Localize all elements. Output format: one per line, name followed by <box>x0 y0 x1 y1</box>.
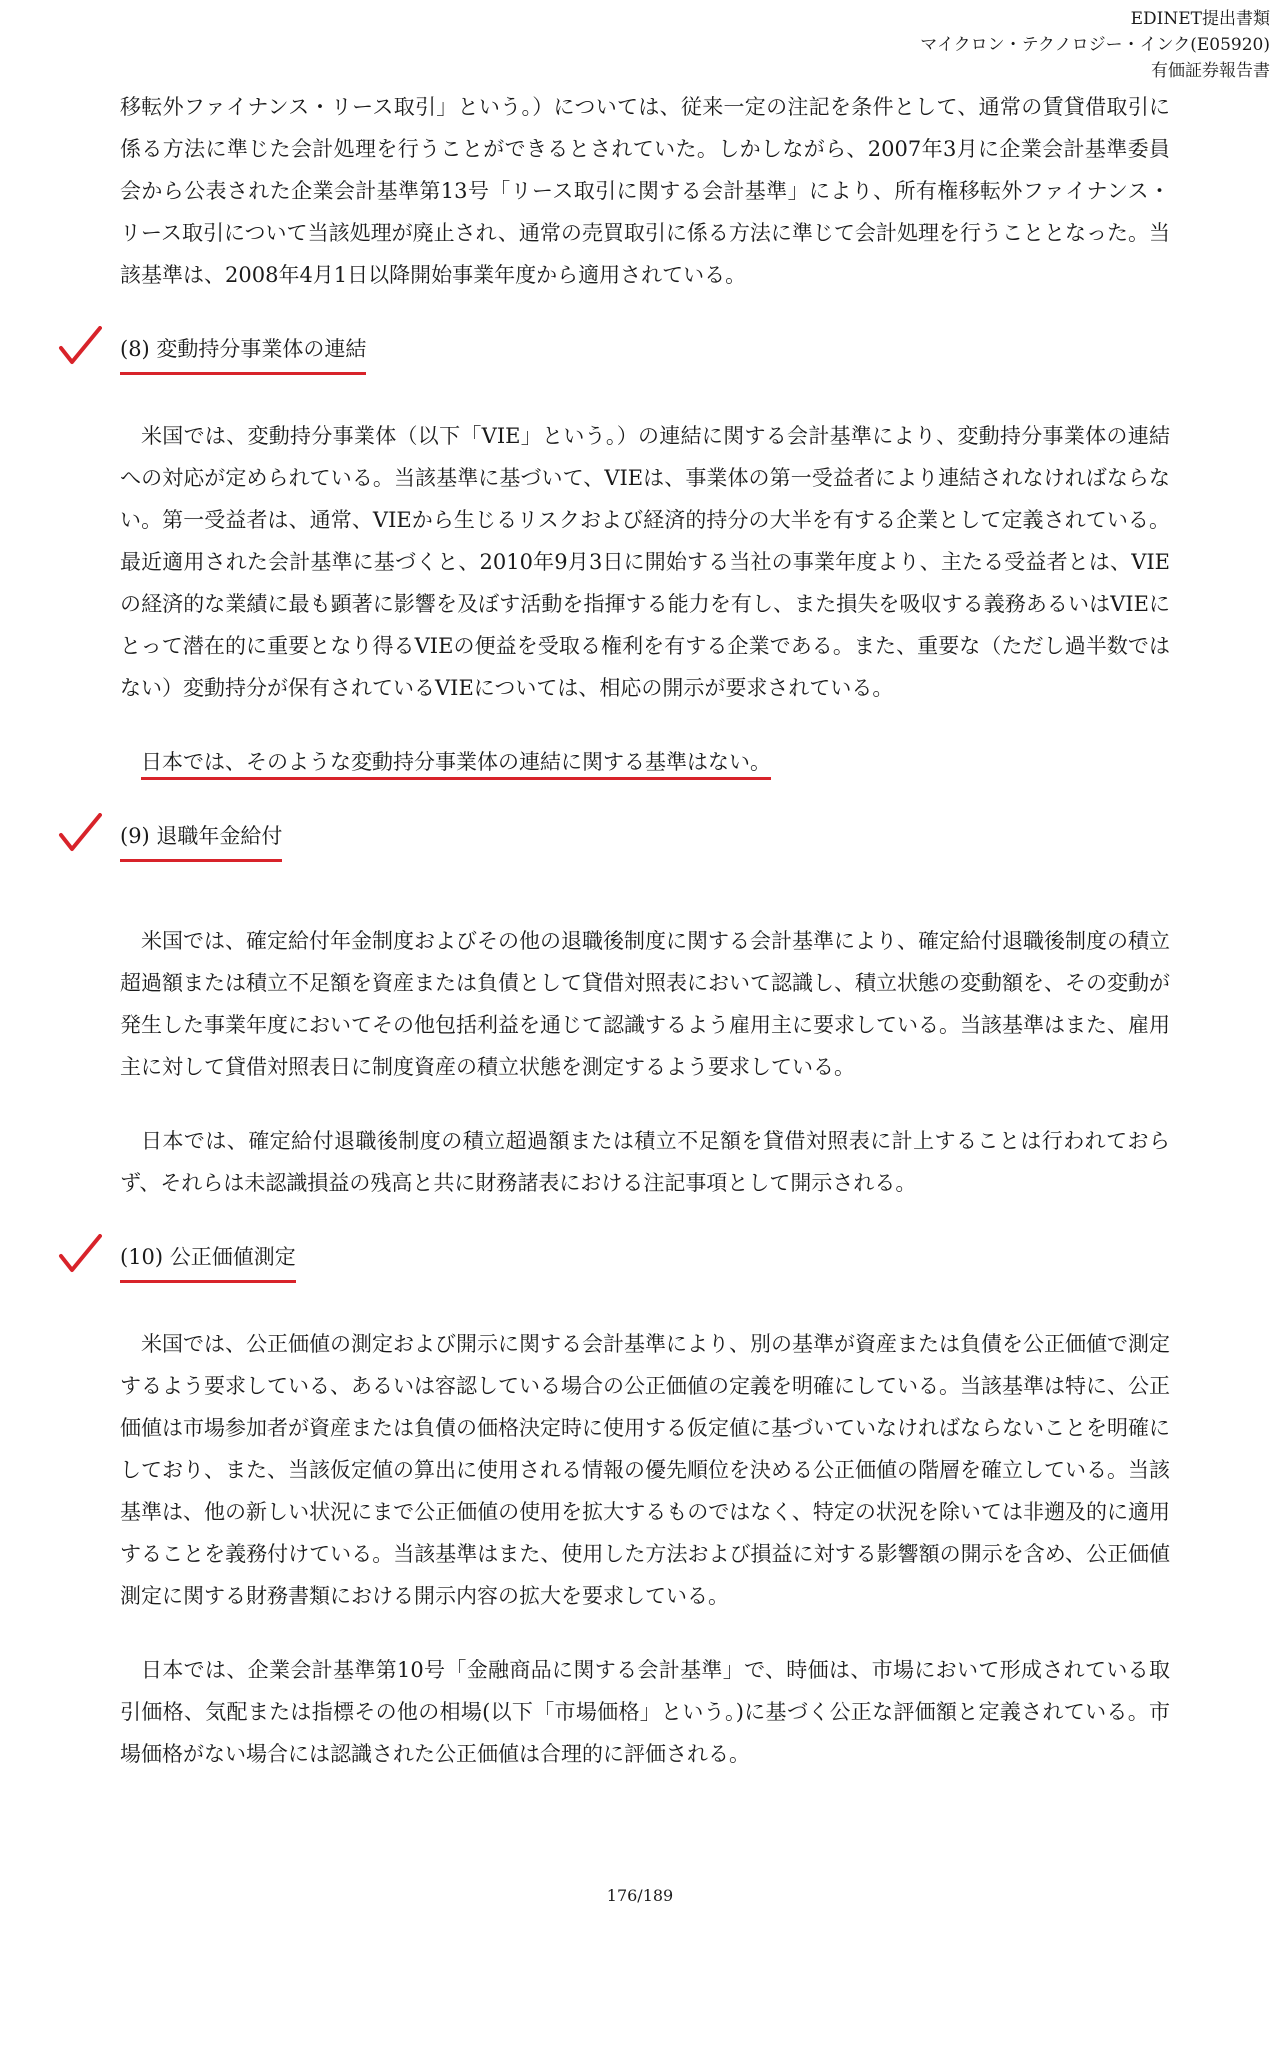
section-10-jp-paragraph: 日本では、企業会計基準第10号「金融商品に関する会計基準」で、時価は、市場において形成されている取引価格、気配または指標その他の相場(以下「市場価格」という。)に基づく公正な評価額と定義されている。市場価格がない場合には認識された公正価値は合理的に評価される。 <box>120 1658 1170 1766</box>
red-checkmark-icon <box>58 326 102 370</box>
header-report-type: 有価証券報告書 <box>1151 61 1270 81</box>
section-9-title: (9) 退職年金給付 <box>120 815 282 862</box>
red-checkmark-icon <box>58 1234 102 1278</box>
section-8-jp-text: 日本では、そのような変動持分事業体の連結に関する基準はない。 <box>141 750 771 780</box>
intro-paragraph: 移転外ファイナンス・リース取引」という。）については、従来一定の注記を条件として、通常の賃貸借取引に係る方法に準じた会計処理を行うことができるとされていた。しかしながら、2007年3月に企業会計基準委員会から公表された企業会計基準第13号「リース取引に関する会計基準」により、所有権移転外ファイナンス・リース取引について当該処理が廃止され、通常の売買取引に係る方法に準じて会計処理を行うこととなった。当該基準は、2008年4月1日以降開始事業年度から適用されている。 <box>120 95 1170 287</box>
header-company: マイクロン・テクノロジー・インク(E05920) <box>920 35 1270 55</box>
section-8-us-paragraph: 米国では、変動持分事業体（以下「VIE」という。）の連結に関する会計基準により、変動持分事業体の連結への対応が定められている。当該基準に基づいて、VIEは、事業体の第一受益者により連結されなければならない。第一受益者は、通常、VIEから生じるリスクおよび経済的持分の大半を有する企業として定義されている。最近適用された会計基準に基づくと、2010年9月3日に開始する当社の事業年度より、主たる受益者とは、VIEの経済的な業績に最も顕著に影響を及ぼす活動を指揮する能力を有し、また損失を吸収する義務あるいはVIEにとって潜在的に重要となり得るVIEの便益を受取る権利を有する企業である。また、重要な（ただし過半数ではない）変動持分が保有されているVIEについては、相応の開示が要求されている。 <box>120 424 1170 700</box>
section-9-jp-paragraph: 日本では、確定給付退職後制度の積立超過額または積立不足額を貸借対照表に計上することは行われておらず、それらは未認識損益の残高と共に財務諸表における注記事項として開示される。 <box>120 1129 1170 1195</box>
page-number: 176/189 <box>606 1886 674 1905</box>
section-8-jp-paragraph <box>120 741 1170 783</box>
section-9-us-paragraph: 米国では、確定給付年金制度およびその他の退職後制度に関する会計基準により、確定給付退職後制度の積立超過額または積立不足額を資産または負債として貸借対照表において認識し、積立状態の変動額を、その変動が発生した事業年度においてその他包括利益を通じて認識するよう雇用主に要求している。当該基準はまた、雇用主に対して貸借対照表日に制度資産の積立状態を測定するよう要求している。 <box>120 929 1170 1079</box>
section-10-heading <box>120 1236 1170 1283</box>
document-body <box>120 86 1170 1775</box>
section-8-heading <box>120 328 1170 375</box>
section-10-title: (10) 公正価値測定 <box>120 1236 296 1283</box>
document-header <box>920 6 1270 84</box>
section-9-heading <box>120 815 1170 862</box>
header-filing-type: EDINET提出書類 <box>1130 9 1270 29</box>
section-8-title: (8) 変動持分事業体の連結 <box>120 328 366 375</box>
red-checkmark-icon <box>58 813 102 857</box>
section-10-us-paragraph: 米国では、公正価値の測定および開示に関する会計基準により、別の基準が資産または負債を公正価値で測定するよう要求している、あるいは容認している場合の公正価値の定義を明確にしている。当該基準は特に、公正価値は市場参加者が資産または負債の価格決定時に使用する仮定値に基づいていなければならないことを明確にしており、また、当該仮定値の算出に使用される情報の優先順位を決める公正価値の階層を確立している。当該基準は、他の新しい状況にまで公正価値の使用を拡大するものではなく、特定の状況を除いては非遡及的に適用することを義務付けている。当該基準はまた、使用した方法および損益に対する影響額の開示を含め、公正価値測定に関する財務書類における開示内容の拡大を要求している。 <box>120 1332 1170 1608</box>
